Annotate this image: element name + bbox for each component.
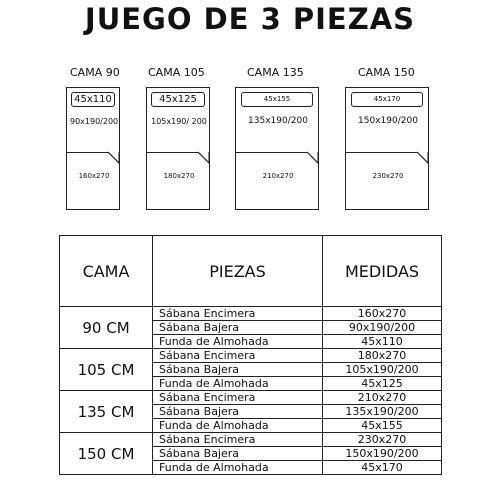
sheet-fold-icon xyxy=(197,151,211,165)
sheet-fold-icon xyxy=(306,151,320,165)
piece-cell: Sábana Bajera xyxy=(153,447,323,461)
fitted-sheet-size: 90x190/200 xyxy=(70,117,119,126)
table-header-row xyxy=(60,236,442,307)
flat-sheet-edge xyxy=(67,152,109,153)
bed-outline xyxy=(146,87,210,210)
piece-cell: Sábana Bajera xyxy=(153,363,323,377)
bed-outline xyxy=(345,87,429,210)
pillow-icon: 45x170 xyxy=(351,92,423,107)
sheet-fold-icon xyxy=(416,151,430,165)
bed-label: CAMA 135 xyxy=(247,66,304,79)
fitted-sheet-size: 105x190/ 200 xyxy=(151,117,207,126)
bed-label: CAMA 105 xyxy=(148,66,205,79)
header-cama: CAMA xyxy=(60,236,153,307)
fitted-sheet-size: 150x190/200 xyxy=(358,116,418,126)
measure-cell: 210x270 xyxy=(323,391,442,405)
bed-size-cell: 150 CM xyxy=(60,433,153,475)
piece-cell: Funda de Almohada xyxy=(153,419,323,433)
piece-cell: Funda de Almohada xyxy=(153,335,323,349)
bed-label: CAMA 90 xyxy=(70,66,120,79)
pillow-icon: 45x125 xyxy=(151,92,205,107)
table-row xyxy=(60,391,442,405)
measure-cell: 105x190/200 xyxy=(323,363,442,377)
table-row xyxy=(60,307,442,321)
measure-cell: 230x270 xyxy=(323,433,442,447)
measure-cell: 45x170 xyxy=(323,461,442,475)
bed-outline xyxy=(66,87,120,210)
piece-cell: Sábana Encimera xyxy=(153,391,323,405)
piece-cell: Funda de Almohada xyxy=(153,461,323,475)
measure-cell: 45x155 xyxy=(323,419,442,433)
flat-sheet-edge xyxy=(236,152,308,153)
header-medidas: MEDIDAS xyxy=(323,236,442,307)
table-row xyxy=(60,349,442,363)
piece-cell: Sábana Bajera xyxy=(153,321,323,335)
measure-cell: 90x190/200 xyxy=(323,321,442,335)
measure-cell: 180x270 xyxy=(323,349,442,363)
header-piezas: PIEZAS xyxy=(153,236,323,307)
piece-cell: Sábana Encimera xyxy=(153,349,323,363)
page-title: JUEGO DE 3 PIEZAS xyxy=(84,2,416,36)
piece-cell: Sábana Encimera xyxy=(153,433,323,447)
piece-cell: Sábana Bajera xyxy=(153,405,323,419)
size-table xyxy=(59,235,442,475)
table-row xyxy=(60,433,442,447)
piece-cell: Sábana Encimera xyxy=(153,307,323,321)
flat-sheet-size: 160x270 xyxy=(78,172,110,180)
flat-sheet-size: 210x270 xyxy=(262,172,294,180)
bed-size-cell: 90 CM xyxy=(60,307,153,349)
measure-cell: 135x190/200 xyxy=(323,405,442,419)
bed-size-cell: 105 CM xyxy=(60,349,153,391)
measure-cell: 45x110 xyxy=(323,335,442,349)
pillow-icon: 45x110 xyxy=(71,92,115,107)
flat-sheet-edge xyxy=(147,152,199,153)
measure-cell: 160x270 xyxy=(323,307,442,321)
flat-sheet-size: 230x270 xyxy=(372,172,404,180)
fitted-sheet-size: 135x190/200 xyxy=(248,116,308,126)
flat-sheet-edge xyxy=(346,152,418,153)
bed-size-cell: 135 CM xyxy=(60,391,153,433)
pillow-icon: 45x155 xyxy=(241,92,313,107)
measure-cell: 150x190/200 xyxy=(323,447,442,461)
bed-outline xyxy=(235,87,319,210)
sheet-fold-icon xyxy=(107,151,121,165)
bed-label: CAMA 150 xyxy=(358,66,415,79)
flat-sheet-size: 180x270 xyxy=(163,172,195,180)
piece-cell: Funda de Almohada xyxy=(153,377,323,391)
measure-cell: 45x125 xyxy=(323,377,442,391)
